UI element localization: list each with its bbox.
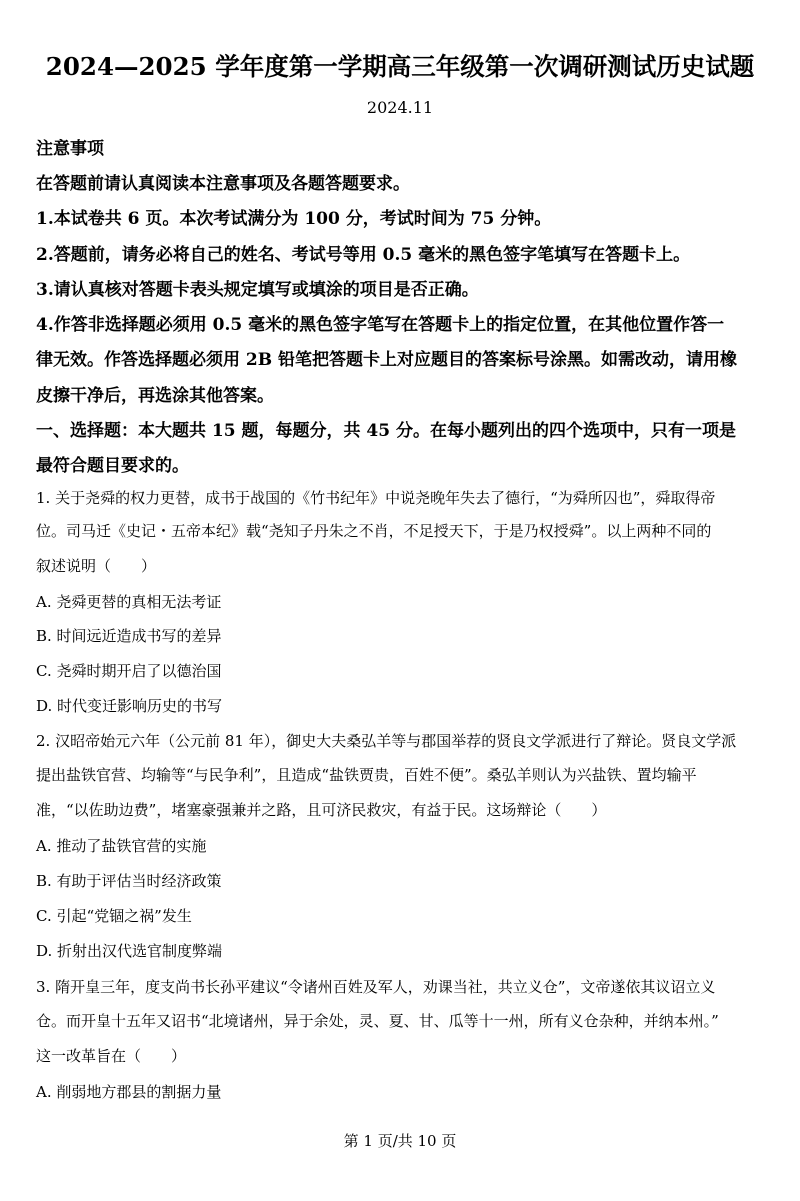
notice-item-4-line-2: 律无效。作答选择题必须用 2B 铅笔把答题卡上对应题目的答案标号涂黑。如需改动，请用橡 (36, 350, 738, 370)
q3-option-a: A. 削弱地方郡县的割据力量 (36, 1083, 222, 1101)
q1-option-b: B. 时间远近造成书写的差异 (36, 627, 222, 645)
section-heading-line-1: 一、选择题：本大题共 15 题，每题分，共 45 分。在每小题列出的四个选项中，只有一项是 (36, 421, 736, 441)
q3-stem-line-3: 这一改革旨在（ ） (36, 1047, 187, 1065)
q2-option-d: D. 折射出汉代选官制度弊端 (36, 942, 223, 960)
q2-stem-line-3: 准，“以佐助边费”，堵塞豪强兼并之路，且可济民救灾，有益于民。这场辩论（ ） (36, 801, 607, 819)
q1-stem-line-2: 位。司马迁《史记・五帝本纪》载“尧知子丹朱之不肖，不足授天下，于是乃权授舜”。以上两种不同的 (36, 522, 712, 540)
section-heading-line-2: 最符合题目要求的。 (36, 456, 189, 476)
notice-item-1: 1.本试卷共 6 页。本次考试满分为 100 分，考试时间为 75 分钟。 (36, 209, 552, 229)
q1-option-d: D. 时代变迁影响历史的书写 (36, 697, 223, 715)
q2-stem-line-2: 提出盐铁官营、均输等“与民争利”，且造成“盐铁贾贵，百姓不便”。桑弘羊则认为兴盐铁、置均输平 (36, 766, 697, 784)
q1-stem-line-3: 叙述说明（ ） (36, 557, 157, 575)
notice-item-2: 2.答题前，请务必将自己的姓名、考试号等用 0.5 毫米的黑色签字笔填写在答题卡上。 (36, 245, 691, 265)
notice-item-3: 3.请认真核对答题卡表头规定填写或填涂的项目是否正确。 (36, 280, 479, 300)
q3-stem-line-1: 3. 隋开皇三年，度支尚书长孙平建议“令诸州百姓及军人，劝课当社，共立义仓”，文帝遂依其议诏立义 (36, 978, 716, 996)
notice-item-4-line-3: 皮擦干净后，再选涂其他答案。 (36, 386, 274, 406)
q2-stem-line-1: 2. 汉昭帝始元六年（公元前 81 年），御史大夫桑弘羊等与郡国举荐的贤良文学派进行了辩论。贤良文学派 (36, 732, 737, 750)
page-number: 第 1 页/共 10 页 (343, 1132, 457, 1150)
q1-option-c: C. 尧舜时期开启了以德治国 (36, 662, 222, 680)
q2-option-c: C. 引起“党锢之祸”发生 (36, 907, 192, 925)
q1-option-a: A. 尧舜更替的真相无法考证 (36, 593, 222, 611)
q3-stem-line-2: 仓。而开皇十五年又诏书“北境诸州，异于余处，灵、夏、甘、瓜等十一州，所有义仓杂种，并纳本州。” (36, 1012, 719, 1030)
exam-date: 2024.11 (366, 98, 434, 117)
q2-option-a: A. 推动了盐铁官营的实施 (36, 837, 207, 855)
notice-intro: 在答题前请认真阅读本注意事项及各题答题要求。 (36, 174, 410, 194)
q2-option-b: B. 有助于评估当时经济政策 (36, 872, 222, 890)
page-title: 2024—2025 学年度第一学期高三年级第一次调研测试历史试题 (45, 52, 755, 81)
notice-heading: 注意事项 (36, 139, 104, 159)
q1-stem-line-1: 1. 关于尧舜的权力更替，成书于战国的《竹书纪年》中说尧晚年失去了德行，“为舜所囚也”，舜取得帝 (36, 489, 716, 507)
notice-item-4-line-1: 4.作答非选择题必须用 0.5 毫米的黑色签字笔写在答题卡上的指定位置，在其他位置作答一 (36, 315, 725, 335)
